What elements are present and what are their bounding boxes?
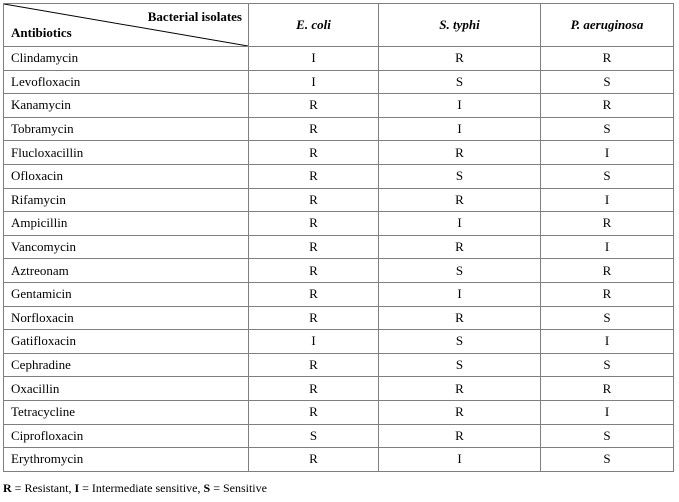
legend xyxy=(3,481,267,496)
table-row xyxy=(4,117,674,141)
result-cell: R xyxy=(249,448,379,472)
result-cell: R xyxy=(249,282,379,306)
result-cell: R xyxy=(541,377,674,401)
result-cell: I xyxy=(541,188,674,212)
result-cell: I xyxy=(249,70,379,94)
table-row xyxy=(4,424,674,448)
result-cell: R xyxy=(249,377,379,401)
antibiotic-name: Gentamicin xyxy=(4,282,249,306)
legend-key-s: S xyxy=(203,481,211,495)
result-cell: S xyxy=(379,70,541,94)
result-cell: R xyxy=(379,306,541,330)
antibiotic-name: Kanamycin xyxy=(4,94,249,118)
result-cell: I xyxy=(249,47,379,71)
table-row xyxy=(4,448,674,472)
table-row xyxy=(4,94,674,118)
antibiotic-name: Clindamycin xyxy=(4,47,249,71)
result-cell: R xyxy=(249,164,379,188)
table-row xyxy=(4,235,674,259)
result-cell: I xyxy=(379,94,541,118)
table-row xyxy=(4,164,674,188)
result-cell: R xyxy=(249,188,379,212)
antibiotic-name: Levofloxacin xyxy=(4,70,249,94)
antibiotic-name: Ofloxacin xyxy=(4,164,249,188)
result-cell: R xyxy=(379,377,541,401)
result-cell: I xyxy=(379,212,541,236)
result-cell: I xyxy=(541,330,674,354)
result-cell: R xyxy=(541,212,674,236)
result-cell: R xyxy=(541,94,674,118)
antibiotic-name: Ciprofloxacin xyxy=(4,424,249,448)
table-row xyxy=(4,259,674,283)
result-cell: I xyxy=(249,330,379,354)
table-row xyxy=(4,330,674,354)
result-cell: I xyxy=(379,448,541,472)
result-cell: R xyxy=(249,353,379,377)
legend-text-s: = Sensitive xyxy=(210,481,267,495)
result-cell: R xyxy=(541,259,674,283)
corner-cell xyxy=(4,4,249,47)
table-row xyxy=(4,212,674,236)
column-header-s-typhi: S. typhi xyxy=(379,4,541,47)
legend-text-i: = Intermediate sensitive, xyxy=(79,481,204,495)
table-row xyxy=(4,377,674,401)
table-row xyxy=(4,282,674,306)
result-cell: S xyxy=(541,306,674,330)
result-cell: I xyxy=(541,235,674,259)
antibiotic-name: Gatifloxacin xyxy=(4,330,249,354)
table-row xyxy=(4,188,674,212)
table-body xyxy=(4,47,674,472)
antibiotic-name: Aztreonam xyxy=(4,259,249,283)
result-cell: S xyxy=(541,70,674,94)
result-cell: S xyxy=(541,448,674,472)
result-cell: S xyxy=(249,424,379,448)
result-cell: S xyxy=(541,117,674,141)
result-cell: R xyxy=(249,141,379,165)
result-cell: I xyxy=(541,141,674,165)
table-row xyxy=(4,47,674,71)
result-cell: S xyxy=(541,353,674,377)
result-cell: R xyxy=(379,47,541,71)
table-row xyxy=(4,70,674,94)
antibiotic-name: Vancomycin xyxy=(4,235,249,259)
result-cell: S xyxy=(541,164,674,188)
result-cell: S xyxy=(379,164,541,188)
result-cell: R xyxy=(249,94,379,118)
result-cell: I xyxy=(541,400,674,424)
antibiotic-name: Tobramycin xyxy=(4,117,249,141)
susceptibility-table xyxy=(3,3,674,472)
antibiotic-name: Erythromycin xyxy=(4,448,249,472)
corner-label-isolates: Bacterial isolates xyxy=(147,9,242,24)
result-cell: R xyxy=(249,117,379,141)
antibiotic-name: Rifamycin xyxy=(4,188,249,212)
result-cell: R xyxy=(541,47,674,71)
result-cell: S xyxy=(541,424,674,448)
result-cell: R xyxy=(379,400,541,424)
result-cell: S xyxy=(379,259,541,283)
result-cell: S xyxy=(379,330,541,354)
column-header-p-aeruginosa: P. aeruginosa xyxy=(541,4,674,47)
table-row xyxy=(4,306,674,330)
legend-key-i: I xyxy=(74,481,80,495)
result-cell: R xyxy=(249,235,379,259)
result-cell: R xyxy=(541,282,674,306)
table-row xyxy=(4,353,674,377)
result-cell: I xyxy=(379,282,541,306)
column-header-e-coli: E. coli xyxy=(249,4,379,47)
result-cell: R xyxy=(379,188,541,212)
antibiotic-name: Ampicillin xyxy=(4,212,249,236)
result-cell: R xyxy=(379,424,541,448)
legend-key-r: R xyxy=(3,481,12,495)
antibiotic-name: Tetracycline xyxy=(4,400,249,424)
result-cell: R xyxy=(379,235,541,259)
antibiotic-name: Cephradine xyxy=(4,353,249,377)
result-cell: R xyxy=(379,141,541,165)
header-row xyxy=(4,4,674,47)
antibiotic-name: Oxacillin xyxy=(4,377,249,401)
corner-label-antibiotics: Antibiotics xyxy=(11,25,72,40)
table-row xyxy=(4,400,674,424)
result-cell: S xyxy=(379,353,541,377)
antibiotic-name: Norfloxacin xyxy=(4,306,249,330)
result-cell: R xyxy=(249,400,379,424)
table-row xyxy=(4,141,674,165)
result-cell: I xyxy=(379,117,541,141)
result-cell: R xyxy=(249,259,379,283)
legend-text-r: = Resistant, xyxy=(11,481,75,495)
result-cell: R xyxy=(249,306,379,330)
result-cell: R xyxy=(249,212,379,236)
antibiotic-name: Flucloxacillin xyxy=(4,141,249,165)
